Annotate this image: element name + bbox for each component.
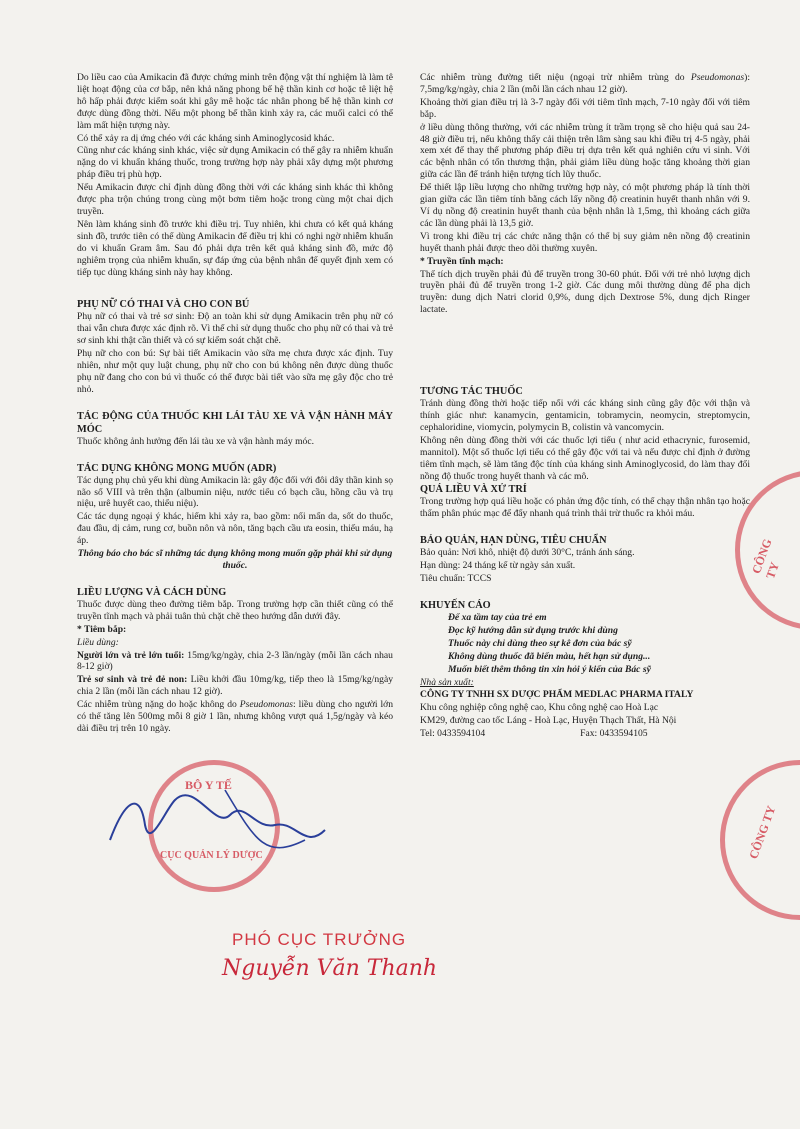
intro-paragraph: Có thể xảy ra dị ứng chéo với các kháng sinh Aminoglycosid khác. — [77, 132, 335, 144]
warning-item: Thuốc này chỉ dùng theo sự kê đơn của bác sỹ — [448, 637, 632, 649]
adult-dose — [77, 650, 393, 674]
monitoring-text: Vì trong khi điều trị các chức năng thận có thể bị suy giảm nên nồng độ creatinin huyết thanh phải được theo dõi thường xuyên. — [420, 230, 750, 254]
infant-text: Liều khởi đầu 10mg/kg, tiếp theo là 15mg/kg/ngày chia 2 lần (mỗi lần cách nhau 12 giờ). — [77, 674, 393, 698]
warning-item: Để xa tầm tay của trẻ em — [448, 612, 547, 623]
right-column — [420, 72, 750, 741]
iv-heading: * Truyền tĩnh mạch: — [420, 255, 504, 267]
company-name: CÔNG TY TNHH SX DƯỢC PHẨM MEDLAC PHARMA ITALY — [420, 689, 694, 701]
pseudo-word: Pseudomonas — [239, 699, 294, 711]
dose-label: Liều dùng: — [77, 636, 119, 648]
address-line: Khu công nghiệp công nghệ cao, Khu công nghệ cao Hoà Lạc — [420, 702, 659, 714]
company-stamp-lower-text: CÔNG TY — [746, 803, 779, 861]
pregnancy-text: Phụ nữ có thai và trẻ sơ sinh: Độ an toàn khi sử dụng Amikacin trên phụ nữ có thai vẫn chưa được xác định rõ. Vì thế chỉ sử dụng thuốc cho phụ nữ có thai và trẻ sơ sinh khi thật cần thiết và có sự kiểm soát chặt chẽ. — [77, 311, 393, 347]
warning-item: Đọc kỹ hướng dẫn sử dụng trước khi dùng — [448, 624, 618, 636]
adr-text: Các tác dụng ngoại ý khác, hiếm khi xảy ra, bao gồm: nổi mẩn da, sốt do thuốc, đau đầu, dị cảm, rung cơ, buồn nôn và nôn, tăng bạch cầu ưa eosin, thiếu máu, hạ áp. — [77, 511, 393, 547]
duration-text: Khoảng thời gian điều trị là 3-7 ngày đối với tiêm tĩnh mạch, 7-10 ngày đối với tiêm bắp. — [420, 96, 750, 120]
storage-line: Tiêu chuẩn: TCCS — [420, 573, 492, 585]
warning-item: Không dùng thuốc đã biến màu, hết hạn sử dụng... — [448, 650, 651, 662]
intro-paragraph: Do liều cao của Amikacin đã được chứng minh trên động vật thí nghiệm là làm tê liệt hoạt động của cơ bắp, nên khả năng phong bế hệ thần kinh cơ hoặc tê liệt hệ hô hấp phải được kiểm soát khi gây mê hoặc tác nhân phong bế hệ thần kinh cơ được dùng đồng thời. Nếu một phong bế thần kinh xảy ra, các muối calci có thể làm mất hiện tượng này. — [77, 72, 393, 131]
urinary-post: ): 7,5mg/kg/ngày, chia 2 lần (mỗi lần cách nhau 12 giờ). — [420, 72, 750, 95]
overdose-text: Trong trường hợp quá liều hoặc có phản ứng độc tính, có thể chạy thận nhân tạo hoặc thẩm phân phúc mạc để đẩy nhanh quá trình thải trừ thuốc ra khỏi máu. — [420, 496, 750, 520]
warning-list — [420, 612, 750, 676]
intro-paragraph: Nếu Amikacin được chỉ định dùng đồng thời với các kháng sinh khác thì không được pha trộn chúng trong cùng một bơm tiêm hoặc trong cùng một chai dịch truyền. — [77, 182, 393, 217]
pregnancy-heading: PHỤ NỮ CÓ THAI VÀ CHO CON BÚ — [77, 299, 250, 311]
adr-heading: TÁC DỤNG KHÔNG MONG MUỐN (ADR) — [77, 462, 277, 474]
lactation-text: Phụ nữ cho con bú: Sự bài tiết Amikacin vào sữa mẹ chưa được xác định. Tuy nhiên, như một quy luật chung, phụ nữ cho con bú không nên được dùng thuốc phụ nữ đang cho con bú vì thuốc có thể được bài tiết vào sữa mẹ gây độc cho trẻ nhỏ. — [77, 348, 393, 395]
iv-text: Thể tích dịch truyền phải đủ để truyền trong 30-60 phút. Đối với trẻ nhỏ lượng dịch truyền phải đủ để truyền trong 1-2 giờ. Các dung môi thường dùng để pha dịch truyền: dung dịch Natri clorid 0,9%, dung dịch Dextrose 5%, dung dịch Ringer lactate. — [420, 268, 750, 316]
adr-text: Tác dụng phụ chủ yếu khi dùng Amikacin là: gây độc đối với đôi dây thần kinh sọ não số VIII và trên thận (albumin niệu, nước tiểu có bạch cầu, hồng cầu và trụ niệu, urê huyết cao, thiểu niệu). — [77, 474, 393, 510]
adult-text: 15mg/kg/ngày, chia 2-3 lần/ngày (mỗi lần cách nhau 8-12 giờ) — [77, 649, 393, 673]
intro-paragraph: Nên làm kháng sinh đồ trước khi điều trị. Tuy nhiên, khi chưa có kết quả kháng sinh đồ, trước tiên có thể dùng Amikacin để điều trị khi có nghi ngờ nhiễm khuẩn do vi khuẩn Gram âm. Sau đó phải dựa trên kết quả kháng sinh đồ, mức độ nghiêm trọng của nhiễm khuẩn, sự đáp ứng của bệnh nhân để quyết định xem có tiếp tục dùng kháng sinh này hay không. — [77, 218, 393, 278]
storage-line: Hạn dùng: 24 tháng kể từ ngày sản xuất. — [420, 560, 576, 572]
storage-heading: BẢO QUẢN, HẠN DÙNG, TIÊU CHUẨN — [420, 535, 607, 547]
urinary-dose — [420, 72, 750, 96]
infant-label: Trẻ sơ sinh và trẻ đẻ non: — [77, 674, 188, 686]
fax-text: Fax: 0433594105 — [580, 728, 648, 740]
infant-dose — [77, 674, 393, 698]
driving-heading: TÁC ĐỘNG CỦA THUỐC KHI LÁI TÀU XE VÀ VẬN HÀNH MÁY MÓC — [77, 410, 393, 435]
signer-title: PHÓ CỤC TRƯỞNG — [232, 930, 407, 949]
adult-label: Người lớn và trẻ lớn tuổi: — [77, 649, 185, 661]
interaction-text: Tránh dùng đồng thời hoặc tiếp nối với các kháng sinh cũng gây độc với thận và thính giác như: kanamycin, gentamicin, tobramycin, neomycin, streptomycin, cephaloridine, viomycin, polymycin B, colistin và vancomycin. — [420, 398, 750, 433]
company-stamp-upper-text: CÔNG TY — [748, 536, 782, 581]
interaction-heading: TƯƠNG TÁC THUỐC — [420, 386, 523, 398]
tel-text: Tel: 0433594104 — [420, 728, 486, 740]
signature-scribble — [105, 770, 345, 880]
signer-name: Nguyễn Văn Thanh — [222, 956, 438, 981]
urinary-word: Pseudomonas — [690, 72, 745, 83]
intro-paragraph: Cũng như các kháng sinh khác, việc sử dụng Amikacin có thể gây ra nhiễm khuẩn nặng do vi khuẩn kháng thuốc, trong trường hợp này phải xây dựng một phương pháp điều trị phù hợp. — [77, 145, 393, 181]
urinary-pre: Các nhiễm trùng đường tiết niệu (ngoại trừ nhiễm trùng do — [420, 72, 691, 83]
ministry-stamp-bottom: CỤC QUẢN LÝ DƯỢC — [160, 850, 263, 861]
creatinine-text: Để thiết lập liều lượng cho những trường hợp này, có một phương pháp là tính thời gian giữa các lần tiêm tính bằng cách lấy nồng độ creatinin huyết thanh nhân với 9. Ví dụ nồng độ creatinin huyết thanh của bệnh nhân là 1,5mg, thì khoảng cách giữa các lần dùng phải là 13,5 giờ. — [420, 182, 750, 229]
im-heading: * Tiêm bắp: — [77, 623, 127, 635]
dose-adjust-text: ở liều dùng thông thường, với các nhiễm trùng ít trầm trọng sẽ cho hiệu quả sau 24-48 giờ điều trị, nếu không thấy cải thiện trên lâm sàng sau khi điều trị 4-5 ngày, phải xem xét để thay thế phương pháp điều trị dựa trên kết quả nghiên cứu vi sinh. Với các bệnh nhân có tổn thương thận, phải giảm liều dùng hoặc tăng khoảng thời gian giữa các lần để tránh hiện tượng tích lũy thuốc. — [420, 121, 750, 181]
contact-line — [420, 728, 750, 740]
dosage-heading: LIỀU LƯỢNG VÀ CÁCH DÙNG — [77, 586, 227, 598]
overdose-heading: QUÁ LIỀU VÀ XỬ TRÍ — [420, 484, 527, 496]
warning-item: Muốn biết thêm thông tin xin hỏi ý kiến của Bác sỹ — [448, 663, 651, 675]
pseudo-pre: Các nhiễm trùng nặng do hoặc không do — [77, 699, 240, 711]
dosage-text: Thuốc được dùng theo đường tiêm bắp. Trong trường hợp cần thiết cũng có thể truyền tĩnh mạch và phải tuân thủ chặt chẽ theo hướng dẫn dưới đây. — [77, 598, 393, 622]
pseudomonas-dose — [77, 699, 393, 735]
warning-heading: KHUYẾN CÁO — [420, 600, 491, 611]
manufacturer-label: Nhà sản xuất: — [420, 676, 474, 688]
adr-notice: Thông báo cho bác sĩ những tác dụng không mong muốn gặp phải khi sử dụng thuốc. — [77, 548, 393, 571]
storage-line: Bảo quản: Nơi khô, nhiệt độ dưới 30°C, tránh ánh sáng. — [420, 547, 635, 559]
left-column — [77, 72, 393, 736]
address-line: KM29, đường cao tốc Láng - Hoà Lạc, Huyện Thạch Thất, Hà Nội — [420, 715, 677, 727]
interaction-text: Không nên dùng đồng thời với các thuốc lợi tiểu ( như acid ethacrynic, furosemid, mannitol). Một số thuốc lợi tiểu có thể gây độc với tai và nếu được chỉ định ở đường tiêm tĩnh mạch, sẽ làm tăng độc tính của kháng sinh Aminoglycosid, do làm thay đổi nồng độ thuốc trong huyết thanh và các mô. — [420, 434, 750, 482]
driving-text: Thuốc không ảnh hưởng đến lái tàu xe và vận hành máy móc. — [77, 435, 314, 447]
pseudo-post: : liều dùng cho người lớn có thể tăng lên 500mg mỗi 8 giờ 1 lần, nhưng không vượt quá 1,5g/ngày và kéo dài điều trị trên 10 ngày. — [77, 699, 393, 734]
ministry-stamp-top: BỘ Y TẾ — [185, 778, 232, 792]
